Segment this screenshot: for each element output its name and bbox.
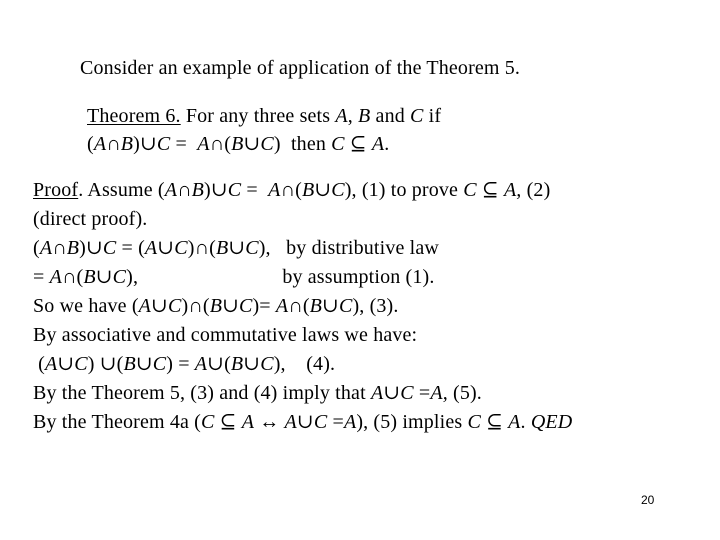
proof-text: ∪ <box>222 295 239 317</box>
math-variable: A <box>241 411 255 433</box>
math-variable: C <box>201 411 215 433</box>
set-b: B <box>231 133 244 155</box>
then-word: then <box>280 133 332 155</box>
math-variable: QED <box>530 411 573 433</box>
set-c: C <box>260 133 274 155</box>
math-variable: A, <box>430 382 448 404</box>
math-variable: C <box>467 411 481 433</box>
proof-text: ), (4). <box>273 353 336 375</box>
proof-text: (direct proof). <box>33 208 148 230</box>
math-variable: A <box>284 411 297 433</box>
proof-text: (2) <box>521 179 551 201</box>
intro-text: Consider an example of application of the Theorem 5. <box>80 57 521 79</box>
math-variable: A <box>138 295 152 317</box>
proof-line <box>33 410 572 434</box>
math-variable: C <box>260 353 274 375</box>
proof-line <box>33 381 482 405</box>
page-number: 20 <box>641 493 655 507</box>
set-b: B <box>358 105 371 127</box>
subset-symbol: ⊆ <box>344 133 372 155</box>
proof-text: ), by assumption (1). <box>126 266 435 288</box>
math-variable: C <box>174 237 188 259</box>
proof-text: ) = <box>166 353 195 375</box>
proof-text: By the Theorem 5, (3) and (4) imply that <box>33 382 371 404</box>
proof-text: ∪ <box>228 237 246 259</box>
math-variable: C <box>338 295 353 317</box>
proof-text: ∪( <box>207 353 231 375</box>
proof-text: ⊆ <box>480 411 509 433</box>
proof-text: = <box>327 411 344 433</box>
proof-line <box>33 178 550 202</box>
math-variable: A <box>275 295 289 317</box>
proof-line <box>33 265 434 289</box>
comma: , <box>347 105 359 127</box>
math-variable: B <box>301 179 315 201</box>
math-variable: A <box>144 237 158 259</box>
proof-text: ∩ <box>177 179 192 201</box>
proof-label: Proof <box>33 179 79 201</box>
math-variable: C <box>238 295 253 317</box>
proof-text: ∪ <box>135 353 153 375</box>
proof-text: ⊆ <box>476 179 504 201</box>
math-variable: A <box>268 179 281 201</box>
and-word: and <box>370 105 411 127</box>
proof-line <box>33 207 147 231</box>
set-c: C <box>410 105 424 127</box>
math-variable: A <box>49 266 62 288</box>
proof-text: ∪ <box>383 382 401 404</box>
math-variable: B <box>309 295 323 317</box>
paren: ) <box>133 133 140 155</box>
proof-text: ↔ <box>254 411 285 433</box>
math-variable: C <box>400 382 414 404</box>
cap-symbol: ∩ <box>209 133 225 155</box>
set-a: A <box>197 133 210 155</box>
math-variable: B <box>230 353 244 375</box>
proof-text: By the Theorem 4a ( <box>33 411 201 433</box>
math-variable: B <box>66 237 80 259</box>
proof-text: ) ∪( <box>87 353 124 375</box>
proof-text: . <box>520 411 531 433</box>
math-variable: A <box>44 353 58 375</box>
set-c: C <box>156 133 171 155</box>
math-variable: A <box>39 237 53 259</box>
math-variable: C <box>112 266 127 288</box>
math-variable: C <box>313 411 328 433</box>
proof-text: = <box>241 179 269 201</box>
theorem-label: Theorem 6. <box>87 105 181 127</box>
cup-symbol: ∪ <box>139 133 157 155</box>
if-word: if <box>423 105 442 127</box>
proof-line <box>33 323 417 347</box>
math-variable: B <box>123 353 136 375</box>
proof-text: ∪ <box>151 295 168 317</box>
paren: ( <box>87 133 94 155</box>
paren: ) <box>273 133 281 155</box>
math-variable: A <box>343 411 357 433</box>
proof-text: ⊆ <box>214 411 242 433</box>
math-variable: C <box>152 353 167 375</box>
proof-text: ∪ <box>157 237 175 259</box>
paren: ( <box>224 133 232 155</box>
math-variable: C <box>167 295 182 317</box>
proof-text: ∪ <box>314 179 332 201</box>
proof-text: ∩( <box>288 295 310 317</box>
proof-text: ∩( <box>61 266 84 288</box>
math-variable: C <box>463 179 477 201</box>
math-variable: A <box>194 353 208 375</box>
math-variable: B <box>191 179 205 201</box>
proof-text: )∪ <box>204 179 228 201</box>
cup-symbol: ∪ <box>243 133 261 155</box>
math-variable: B <box>215 237 229 259</box>
math-variable: A, <box>503 179 522 201</box>
theorem-text: For any three sets <box>180 105 336 127</box>
math-variable: A <box>370 382 384 404</box>
set-a: A <box>371 133 385 155</box>
proof-text: ∪ <box>322 295 339 317</box>
proof-text: ∪ <box>95 266 113 288</box>
math-variable: B <box>83 266 96 288</box>
proof-text: = <box>413 382 431 404</box>
proof-text: By associative and commutative laws we have: <box>33 324 418 346</box>
proof-text: (5). <box>447 382 482 404</box>
proof-text: So we have ( <box>33 295 139 317</box>
proof-text: ∪ <box>243 353 261 375</box>
proof-text: ), by distributive law <box>258 237 439 259</box>
set-a: A <box>335 105 348 127</box>
proof-line <box>33 236 439 260</box>
proof-text: )= <box>252 295 276 317</box>
proof-text: ∩ <box>52 237 67 259</box>
set-b: B <box>120 133 134 155</box>
proof-text: )∪ <box>79 237 103 259</box>
math-variable: C <box>102 237 117 259</box>
math-variable: B <box>209 295 223 317</box>
proof-text: ∩( <box>280 179 302 201</box>
proof-line <box>33 352 335 376</box>
proof-text: ), (5) implies <box>356 411 468 433</box>
theorem-statement-line-1 <box>87 104 441 128</box>
set-c: C <box>331 133 345 155</box>
proof-text: ∪ <box>57 353 75 375</box>
equals: = <box>170 133 198 155</box>
proof-text: ( <box>33 353 45 375</box>
proof-text: ), (1) to prove <box>344 179 464 201</box>
math-variable: A <box>164 179 178 201</box>
proof-text: = <box>33 266 50 288</box>
proof-text: ∪ <box>296 411 314 433</box>
proof-text: ( <box>33 237 40 259</box>
math-variable: C <box>227 179 242 201</box>
math-variable: C <box>331 179 345 201</box>
math-variable: A <box>508 411 521 433</box>
proof-text: = ( <box>116 237 145 259</box>
period: . <box>384 133 390 155</box>
proof-text: ), (3). <box>352 295 399 317</box>
cap-symbol: ∩ <box>106 133 121 155</box>
math-variable: C <box>245 237 259 259</box>
math-variable: C <box>74 353 88 375</box>
theorem-statement-line-2 <box>87 132 389 156</box>
set-a: A <box>93 133 107 155</box>
proof-text: . Assume ( <box>78 179 165 201</box>
proof-text: )∩( <box>181 295 210 317</box>
proof-line <box>33 294 398 318</box>
proof-text: )∩( <box>187 237 216 259</box>
